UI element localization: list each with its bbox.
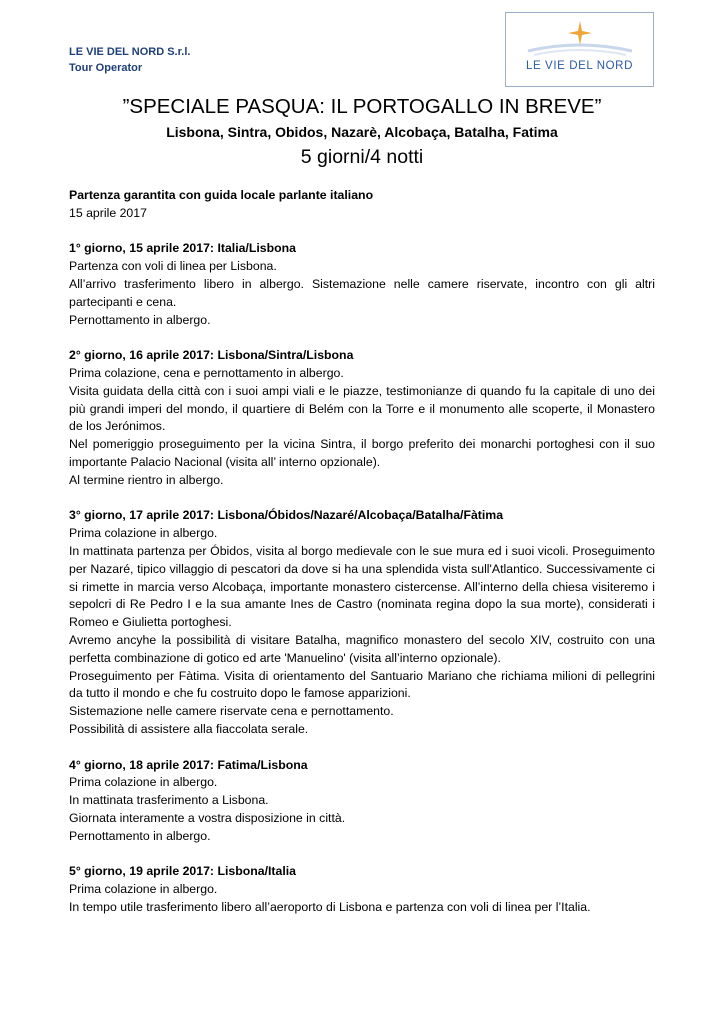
day-line: Nel pomeriggio proseguimento per la vicina Sintra, il borgo preferito dei monarchi portoghesi con il suo importante Palacio Nacional (visita all’ interno opzionale). xyxy=(69,437,655,469)
day-line: Giornata interamente a vostra disposizione in città. xyxy=(69,810,346,825)
day-heading: 4° giorno, 18 aprile 2017: Fatima/Lisbona xyxy=(69,757,308,772)
star-icon xyxy=(506,13,653,86)
day-heading: 2° giorno, 16 aprile 2017: Lisbona/Sintra/Lisbona xyxy=(69,348,354,363)
day-2 xyxy=(69,347,655,489)
departure-heading: Partenza garantita con guida locale parlante italiano xyxy=(69,188,374,202)
day-5 xyxy=(69,863,655,916)
day-line: Al termine rientro in albergo. xyxy=(69,472,224,487)
departure-date: 15 aprile 2017 xyxy=(69,205,147,220)
day-heading: 1° giorno, 15 aprile 2017: Italia/Lisbona xyxy=(69,241,297,256)
day-line: Prima colazione, cena e pernottamento in albergo. xyxy=(69,365,344,380)
page-subtitle: Lisbona, Sintra, Obidos, Nazarè, Alcobaça, Batalha, Fatima xyxy=(166,124,558,140)
day-1 xyxy=(69,240,655,329)
day-line: Avremo ancyhe la possibilità di visitare Batalha, magnifico monastero del secolo XIV, costruito con una perfetta combinazione di gotico ed arte 'Manuelino' (visita all’interno opzionale). xyxy=(69,632,655,665)
departure-block xyxy=(69,187,655,223)
itinerary xyxy=(69,187,655,934)
company-name: LE VIE DEL NORD S.r.l. xyxy=(69,46,191,58)
page-title: ”SPECIALE PASQUA: IL PORTOGALLO IN BREVE” xyxy=(122,95,602,118)
day-line: Pernottamento in albergo. xyxy=(69,312,211,327)
day-line: In mattinata trasferimento a Lisbona. xyxy=(69,793,269,808)
company-role: Tour Operator xyxy=(69,62,143,74)
day-line: In mattinata partenza per Óbidos, visita al borgo medievale con le sue mura ed i suoi vicoli. Proseguimento per Nazaré, tipico villaggio di pescatori da dove si ha una splendida vista sull'Atlantico. Successivamente ci si rimette in marcia verso Alcobaça, importante monastero cistercense. All’interno della chiesa visiteremo i sepolcri di Re Pedro I e la sua amante Ines de Castro (nominata regina dopo la sua morte), considerati i Romeo e Giulietta portoghesi. xyxy=(69,543,655,630)
company-logo xyxy=(505,12,654,87)
day-line: Visita guidata della città con i suoi ampi viali e le piazze, testimonianze di quando fu la capitale di uno dei più grandi imperi del mondo, il quartiere di Belém con la Torre e il monumento alle scoperte, il Monastero de los Jerónimos. xyxy=(69,383,655,434)
day-line: All’arrivo trasferimento libero in albergo. Sistemazione nelle camere riservate, incontro con gli altri partecipanti e cena. xyxy=(69,276,655,309)
day-line: Proseguimento per Fàtima. Visita di orientamento del Santuario Mariano che richiama milioni di pellegrini da tutto il mondo e che fu costruito dopo le famose apparizioni. xyxy=(69,668,655,701)
day-line: Prima colazione in albergo. xyxy=(69,882,218,897)
day-line: Sistemazione nelle camere riservate cena e pernottamento. xyxy=(69,704,394,719)
day-heading: 3° giorno, 17 aprile 2017: Lisbona/Óbidos/Nazaré/Alcobaça/Batalha/Fàtima xyxy=(69,508,504,523)
day-4 xyxy=(69,757,655,846)
logo-text: LE VIE DEL NORD xyxy=(526,60,633,72)
trip-duration: 5 giorni/4 notti xyxy=(300,146,424,168)
day-line: Prima colazione in albergo. xyxy=(69,526,218,541)
company-block xyxy=(69,44,190,76)
day-line: Partenza con voli di linea per Lisbona. xyxy=(69,259,277,274)
day-3 xyxy=(69,507,655,738)
day-line: Possibilità di assistere alla fiaccolata serale. xyxy=(69,721,309,736)
day-heading: 5° giorno, 19 aprile 2017: Lisbona/Italia xyxy=(69,864,297,879)
day-line: In tempo utile trasferimento libero all’aeroporto di Lisbona e partenza con voli di linea per l’Italia. xyxy=(69,899,591,914)
day-line: Prima colazione in albergo. xyxy=(69,775,218,790)
day-line: Pernottamento in albergo. xyxy=(69,828,211,843)
